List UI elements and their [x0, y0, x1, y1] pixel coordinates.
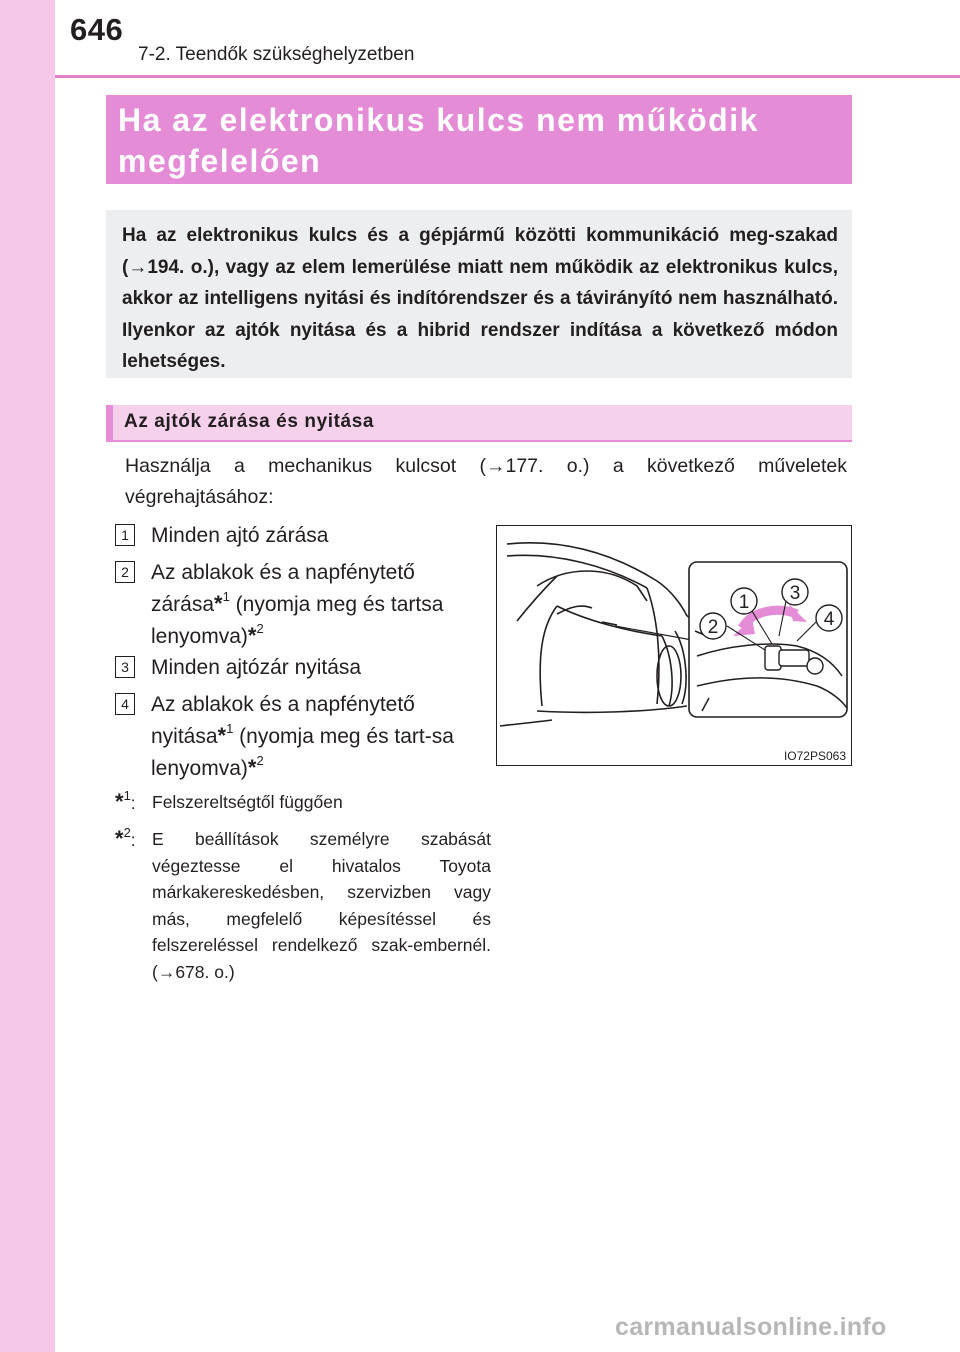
page-number: 646	[70, 12, 124, 47]
step-number: 4	[115, 693, 135, 715]
step-text: Minden ajtó zárása	[151, 524, 329, 547]
step-text: Minden ajtózár nyitása	[151, 656, 362, 679]
step-number: 2	[115, 561, 135, 583]
callout-1: 1	[738, 592, 750, 613]
watermark: carmanualsonline.info	[615, 1313, 887, 1341]
chapter-title: 7-2. Teendők szükséghelyzetben	[138, 44, 415, 65]
title-line-1: Ha az elektronikus kulcs nem működik	[118, 102, 759, 138]
intro-text: Ha az elektronikus kulcs és a gépjármű közötti kommunikáció meg-szakad (→194. o.), vagy az elem lemerülése miatt nem működik az elektronikus kulcs, akkor az intelligens nyitási és indítórendszer és a távirányító nem használható. Ilyenkor az ajtók nyitása és a hibrid rendszer indítása a következő módon lehetséges.	[122, 225, 838, 372]
section-body: Használja a mechanikus kulcsot (→177. o.) a következő műveletek végrehajtásához:	[125, 455, 847, 508]
footnote-1: *$^1$: Felszereltségtől függően	[115, 788, 343, 814]
callout-4: 4	[823, 609, 835, 630]
callout-2: 2	[707, 617, 719, 638]
car-door-illustration	[496, 525, 852, 766]
figure-code: IO72PS063	[783, 749, 846, 763]
intro-box	[106, 210, 852, 378]
side-tab-bar	[0, 0, 55, 1352]
callout-3: 3	[789, 583, 801, 604]
step-text: Az ablakok és a napfénytető nyitása*$^1$ (nyomja meg és tart-sa lenyomva)*$^2$	[151, 693, 454, 780]
car-door-drawing	[497, 526, 851, 765]
section-heading-text: Az ajtók zárása és nyitása	[124, 411, 375, 432]
header-rule	[55, 75, 960, 78]
section-heading	[106, 405, 852, 442]
step-number: 1	[115, 524, 135, 546]
step-text: Az ablakok és a napfénytető zárása*$^1$ (nyomja meg és tartsa lenyomva)*$^2$	[151, 561, 444, 648]
title-box	[106, 95, 852, 184]
footnote-2: *$^2$: E beállítások személyre szabását végeztesse el hivatalos Toyota márkakereskedésben, szervizben vagy más, megfelelő képesítéssel és felszereléssel rendelkező szak-embernél. (→678. o.)	[115, 825, 491, 982]
title-line-2: megfelelően	[118, 143, 322, 179]
step-number: 3	[115, 656, 135, 678]
